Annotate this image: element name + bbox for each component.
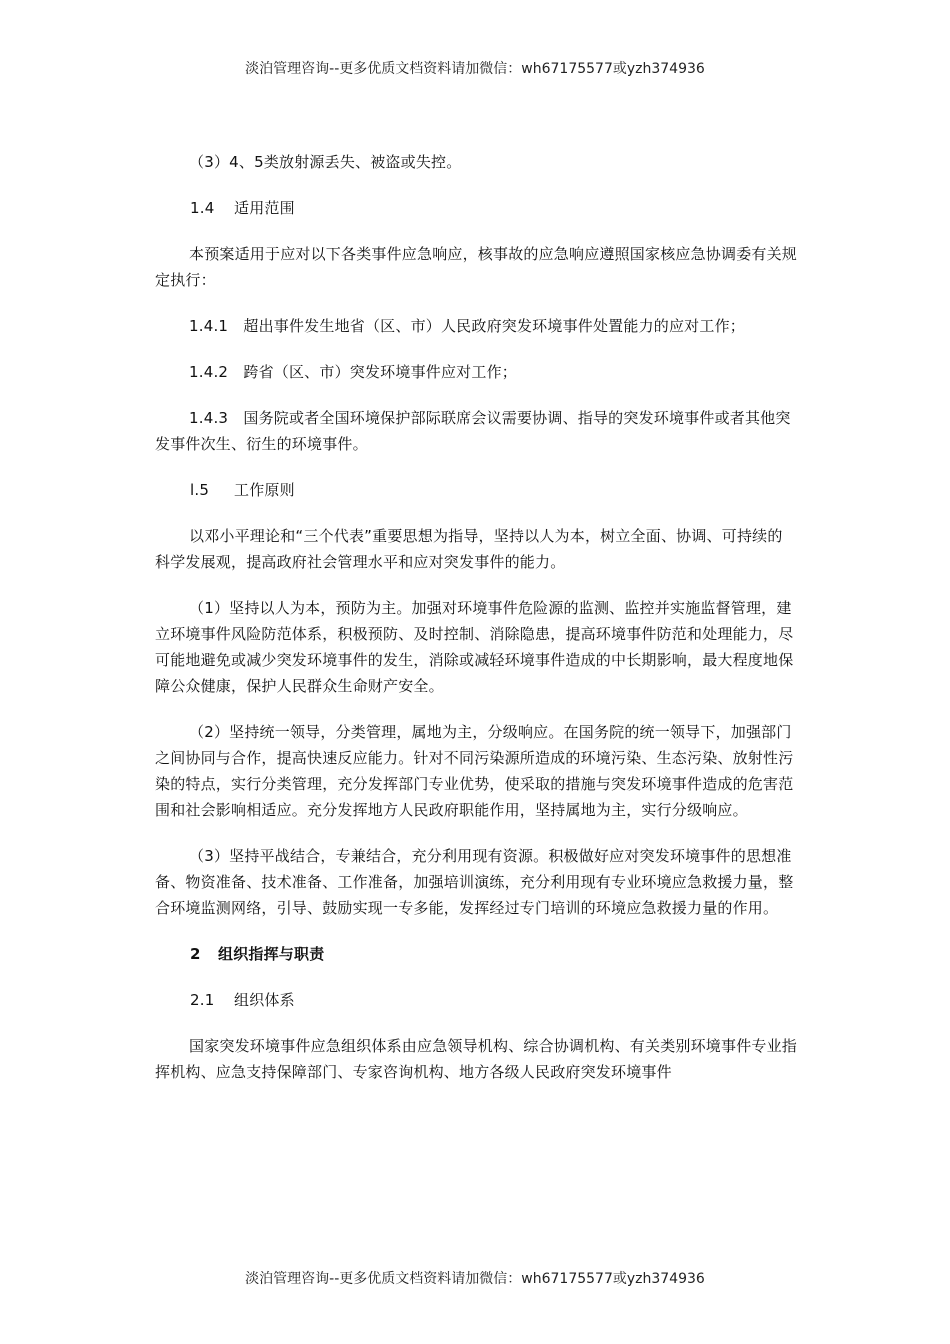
section-number: 2.1 [190, 991, 215, 1009]
section-title: 适用范围 [234, 199, 295, 217]
paragraph: 国家突发环境事件应急组织体系由应急领导机构、综合协调机构、有关类别环境事件专业指挥机构、应急支持保障部门、专家咨询机构、地方各级人民政府突发环境事件 [155, 1037, 798, 1081]
paragraph: （3）坚持平战结合，专兼结合，充分利用现有资源。积极做好应对突发环境事件的思想准备、物资准备、技术准备、工作准备，加强培训演练，充分利用现有专业环境应急救援力量，整合环境监测网络，引导、鼓励实现一专多能，发挥经过专门培训的环境应急救援力量的作用。 [155, 847, 794, 917]
paragraph: （2）坚持统一领导，分类管理，属地为主，分级响应。在国务院的统一领导下，加强部门之间协同与合作，提高快速反应能力。针对不同污染源所造成的环境污染、生态污染、放射性污染的特点，实行分类管理，充分发挥部门专业优势，使采取的措施与突发环境事件造成的危害范围和社会影响相适应。充分发挥地方人民政府职能作用，坚持属地为主，实行分级响应。 [155, 723, 794, 819]
page-footer: 淡泊管理咨询--更多优质文档资料请加微信：wh67175577或yzh374936 [245, 1271, 705, 1287]
paragraph: 本预案适用于应对以下各类事件应急响应，核事故的应急响应遵照国家核应急协调委有关规定执行： [155, 245, 798, 289]
page-header: 淡泊管理咨询--更多优质文档资料请加微信：wh67175577或yzh374936 [245, 61, 705, 77]
section-title: 组织体系 [234, 991, 295, 1009]
paragraph: （3）4、5类放射源丢失、被盗或失控。 [189, 153, 462, 171]
section-heading-2 [155, 941, 797, 967]
section-heading-1-5 [155, 477, 797, 503]
paragraph: 以邓小平理论和“三个代表”重要思想为指导，坚持以人为本，树立全面、协调、可持续的科学发展观，提高政府社会管理水平和应对突发事件的能力。 [155, 527, 783, 571]
section-number: 2 [190, 945, 201, 963]
paragraph: 1.4.1 超出事件发生地省（区、市）人民政府突发环境事件处置能力的应对工作； [189, 317, 745, 335]
section-number: l.5 [190, 481, 210, 499]
section-title: 组织指挥与职责 [218, 945, 325, 963]
paragraph: （1）坚持以人为本，预防为主。加强对环境事件危险源的监测、监控并实施监督管理，建立环境事件风险防范体系，积极预防、及时控制、消除隐患，提高环境事件防范和处理能力，尽可能地避免或减少突发环境事件的发生，消除或减轻环境事件造成的中长期影响，最大程度地保障公众健康，保护人民群众生命财产安全。 [155, 599, 794, 695]
section-heading-2-1 [155, 987, 797, 1013]
paragraph: 1.4.2 跨省（区、市）突发环境事件应对工作； [189, 363, 517, 381]
section-number: 1.4 [190, 199, 215, 217]
section-title: 工作原则 [234, 481, 295, 499]
paragraph: 1.4.3 国务院或者全国环境保护部际联席会议需要协调、指导的突发环境事件或者其他突发事件次生、衍生的环境事件。 [155, 409, 791, 453]
section-heading-1-4 [155, 195, 797, 221]
document-body [155, 149, 797, 1085]
